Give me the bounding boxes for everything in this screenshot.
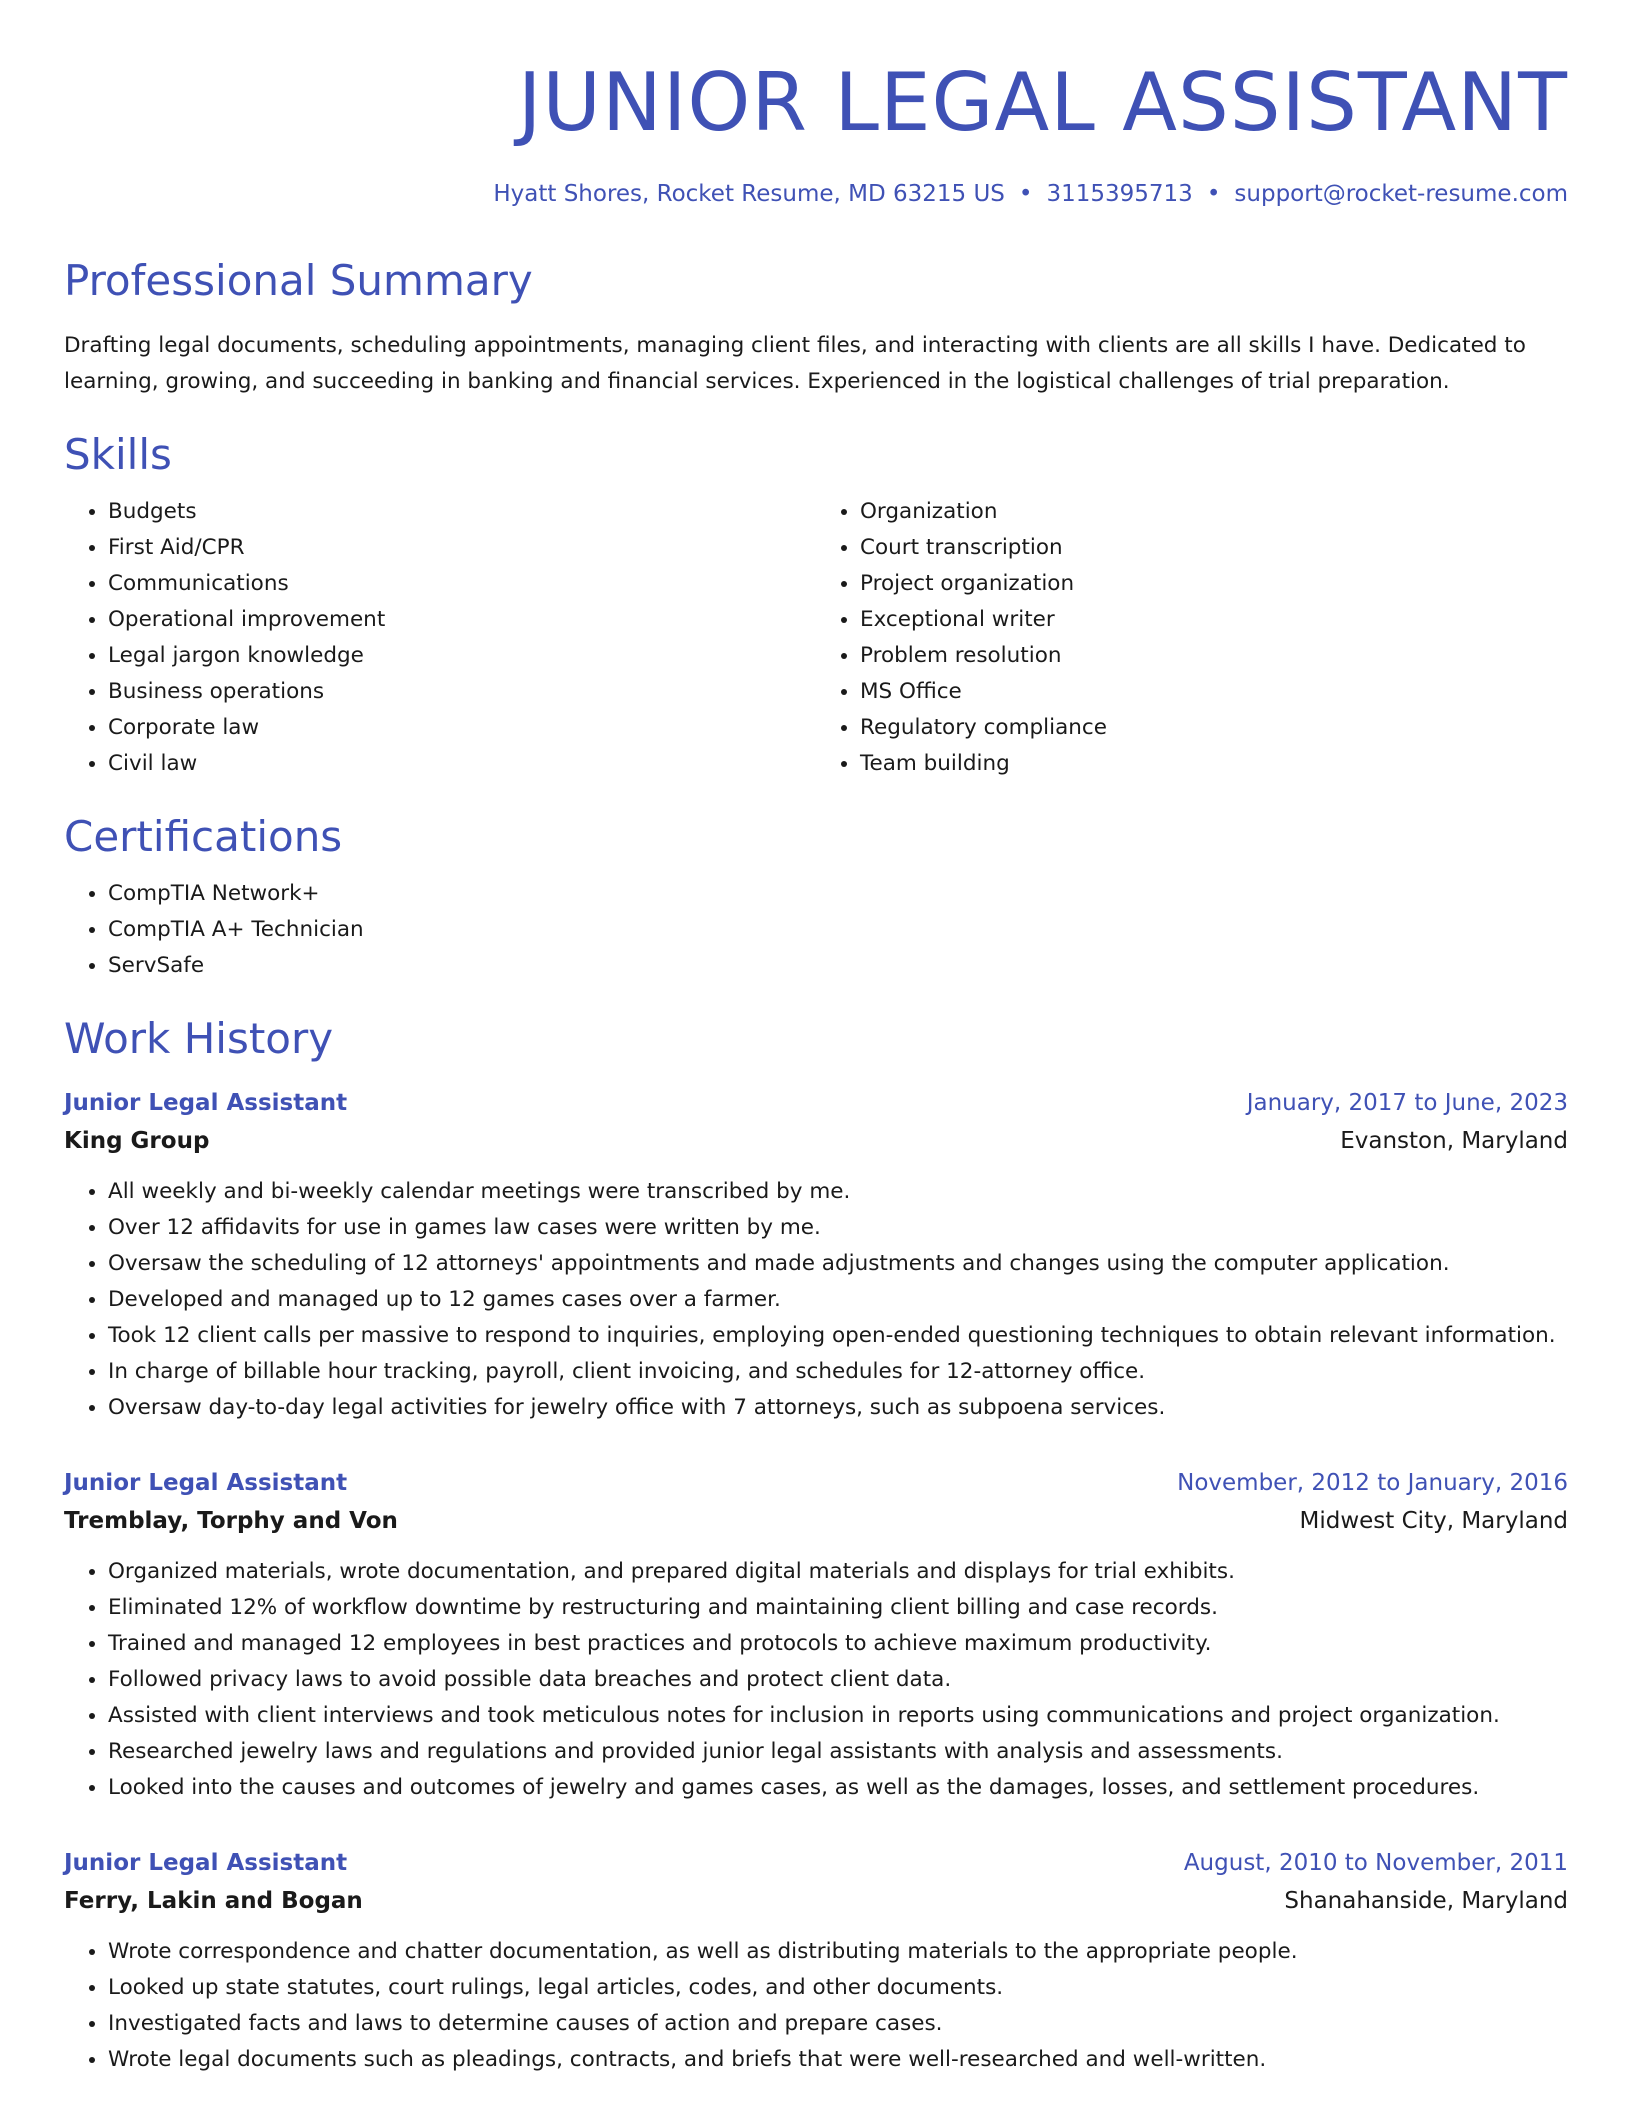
job-title-row — [64, 1464, 1568, 1502]
certifications-section — [64, 812, 1568, 984]
skill-item: • Exceptional writer — [860, 602, 1568, 638]
contact-email: support@rocket-resume.com — [1234, 181, 1568, 207]
job-bullet: • Wrote correspondence and chatter documentation, as well as distributing materials to the appropriate people. — [108, 1934, 1568, 1970]
job-title: Junior Legal Assistant — [64, 1090, 348, 1116]
summary-heading: Professional Summary — [64, 256, 533, 305]
resume-name: JUNIOR LEGAL ASSISTANT — [517, 56, 1568, 149]
work-history-heading: Work History — [64, 1014, 334, 1063]
job-bullet: • Organized materials, wrote documentation, and prepared digital materials and displays for trial exhibits. — [108, 1554, 1568, 1590]
skills-heading: Skills — [64, 430, 172, 479]
skill-item: • Problem resolution — [860, 638, 1568, 674]
job-location: Shanahanside, Maryland — [1284, 1888, 1568, 1914]
job-title: Junior Legal Assistant — [64, 1470, 348, 1496]
job-bullet: • Oversaw day-to-day legal activities for jewelry office with 7 attorneys, such as subpoena services. — [108, 1390, 1568, 1426]
job-dates: August, 2010 to November, 2011 — [1183, 1850, 1568, 1876]
certifications-heading: Certifications — [64, 812, 343, 861]
certification-item: • CompTIA A+ Technician — [108, 912, 1568, 948]
job-bullet: • In charge of billable hour tracking, payroll, client invoicing, and schedules for 12-attorney office. — [108, 1354, 1568, 1390]
job-bullet: • Researched jewelry laws and regulations and provided junior legal assistants with analysis and assessments. — [108, 1734, 1568, 1770]
certification-item: • ServSafe — [108, 948, 1568, 984]
job-company: Tremblay, Torphy and Von — [64, 1508, 398, 1534]
job-bullet: • Wrote legal documents such as pleadings, contracts, and briefs that were well-researched and well-written. — [108, 2042, 1568, 2078]
job-bullet: • Took 12 client calls per massive to respond to inquiries, employing open-ended questioning techniques to obtain relevant information. — [108, 1318, 1568, 1354]
job-bullet: • Followed privacy laws to avoid possible data breaches and protect client data. — [108, 1662, 1568, 1698]
job-bullets — [64, 1934, 1568, 2078]
job-entry — [64, 1844, 1568, 2078]
skill-item: • Business operations — [108, 674, 816, 710]
job-bullet: • Oversaw the scheduling of 12 attorneys' appointments and made adjustments and changes using the computer application. — [108, 1246, 1568, 1282]
job-dates: January, 2017 to June, 2023 — [1246, 1090, 1568, 1116]
skill-item: • First Aid/CPR — [108, 530, 816, 566]
job-bullet: • Developed and managed up to 12 games cases over a farmer. — [108, 1282, 1568, 1318]
skill-item: • Court transcription — [860, 530, 1568, 566]
skill-item: • Legal jargon knowledge — [108, 638, 816, 674]
skill-item: • Civil law — [108, 746, 816, 782]
job-company-row — [64, 1502, 1568, 1540]
job-bullet: • Assisted with client interviews and took meticulous notes for inclusion in reports using communications and project organization. — [108, 1698, 1568, 1734]
job-title: Junior Legal Assistant — [64, 1850, 348, 1876]
job-bullet: • All weekly and bi-weekly calendar meetings were transcribed by me. — [108, 1174, 1568, 1210]
job-dates: November, 2012 to January, 2016 — [1177, 1470, 1568, 1496]
skills-list-left — [64, 494, 816, 782]
contact-separator: • — [1206, 181, 1221, 207]
job-bullets — [64, 1174, 1568, 1426]
skill-item: • Team building — [860, 746, 1568, 782]
job-bullet: • Eliminated 12% of workflow downtime by restructuring and maintaining client billing and case records. — [108, 1590, 1568, 1626]
job-entry — [64, 1464, 1568, 1806]
skill-item: • Project organization — [860, 566, 1568, 602]
skill-item: • MS Office — [860, 674, 1568, 710]
job-company-row — [64, 1882, 1568, 1920]
job-location: Evanston, Maryland — [1340, 1128, 1568, 1154]
job-company: Ferry, Lakin and Bogan — [64, 1888, 363, 1914]
certifications-list — [64, 876, 1568, 984]
summary-text: Drafting legal documents, scheduling appointments, managing client files, and interacting with clients are all skills I have. Dedicated to learning, growing, and succeeding in banking and financial services. Experienced in the logistical challenges of trial preparation. — [64, 333, 1526, 394]
job-entry — [64, 1084, 1568, 1426]
skills-grid — [64, 494, 1568, 782]
job-company: King Group — [64, 1128, 210, 1154]
job-location: Midwest City, Maryland — [1299, 1508, 1568, 1534]
job-bullet: • Looked up state statutes, court rulings, legal articles, codes, and other documents. — [108, 1970, 1568, 2006]
job-title-row — [64, 1084, 1568, 1122]
contact-line — [64, 178, 1568, 210]
job-bullet: • Trained and managed 12 employees in best practices and protocols to achieve maximum productivity. — [108, 1626, 1568, 1662]
job-bullet: • Looked into the causes and outcomes of jewelry and games cases, as well as the damages, losses, and settlement procedures. — [108, 1770, 1568, 1806]
work-history-section — [64, 1014, 1568, 2078]
skill-item: • Operational improvement — [108, 602, 816, 638]
contact-phone: 3115395713 — [1046, 181, 1193, 207]
job-bullets — [64, 1554, 1568, 1806]
contact-separator: • — [1018, 181, 1033, 207]
resume-header — [64, 48, 1568, 210]
skill-item: • Budgets — [108, 494, 816, 530]
job-title-row — [64, 1844, 1568, 1882]
job-bullet: • Investigated facts and laws to determine causes of action and prepare cases. — [108, 2006, 1568, 2042]
contact-address: Hyatt Shores, Rocket Resume, MD 63215 US — [493, 181, 1005, 207]
job-company-row — [64, 1122, 1568, 1160]
skills-list-right — [816, 494, 1568, 782]
skill-item: • Regulatory compliance — [860, 710, 1568, 746]
certification-item: • CompTIA Network+ — [108, 876, 1568, 912]
skill-item: • Corporate law — [108, 710, 816, 746]
skill-item: • Organization — [860, 494, 1568, 530]
skill-item: • Communications — [108, 566, 816, 602]
skills-section — [64, 430, 1568, 782]
job-bullet: • Over 12 affidavits for use in games law cases were written by me. — [108, 1210, 1568, 1246]
summary-section — [64, 256, 1568, 400]
